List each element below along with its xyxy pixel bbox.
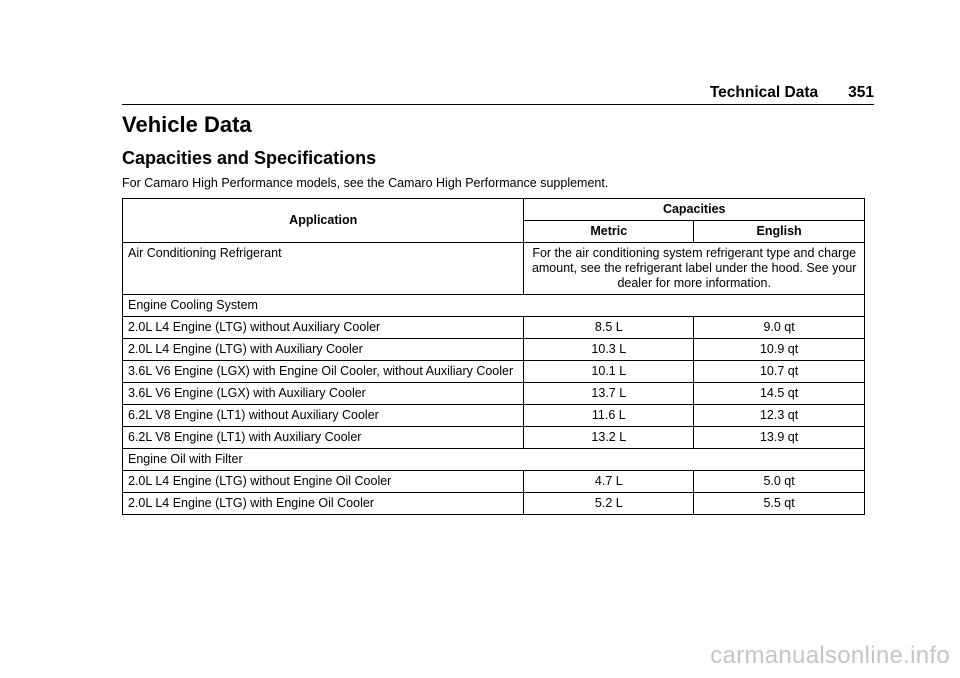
cell-english: 13.9 qt (694, 427, 865, 449)
table-row (123, 339, 865, 361)
refrigerant-note: For the air conditioning system refrigerant type and charge amount, see the refrigerant label under the hood. See your dealer for more information. (524, 243, 865, 295)
refrigerant-label: Air Conditioning Refrigerant (123, 243, 524, 295)
cell-application: 2.0L L4 Engine (LTG) without Engine Oil Cooler (123, 471, 524, 493)
cell-metric: 10.1 L (524, 361, 694, 383)
header-capacities: Capacities (524, 199, 865, 221)
table-row (123, 493, 865, 515)
cell-english: 5.0 qt (694, 471, 865, 493)
cell-english: 14.5 qt (694, 383, 865, 405)
cell-application: 6.2L V8 Engine (LT1) without Auxiliary Cooler (123, 405, 524, 427)
table-row-refrigerant (123, 243, 865, 295)
header-metric: Metric (524, 221, 694, 243)
table-row (123, 361, 865, 383)
cell-english: 10.7 qt (694, 361, 865, 383)
cell-metric: 5.2 L (524, 493, 694, 515)
section-title: Technical Data (709, 84, 819, 101)
page-title: Vehicle Data (122, 112, 252, 137)
capacities-table (122, 198, 865, 515)
cell-english: 12.3 qt (694, 405, 865, 427)
cell-english: 9.0 qt (694, 317, 865, 339)
page-number: 351 (848, 84, 874, 101)
cell-metric: 8.5 L (524, 317, 694, 339)
cell-metric: 11.6 L (524, 405, 694, 427)
cell-application: 2.0L L4 Engine (LTG) without Auxiliary Cooler (123, 317, 524, 339)
cell-application: 2.0L L4 Engine (LTG) with Auxiliary Cooler (123, 339, 524, 361)
table-row (123, 383, 865, 405)
cell-english: 5.5 qt (694, 493, 865, 515)
table-group-oil (123, 449, 865, 471)
cell-metric: 13.7 L (524, 383, 694, 405)
table-row (123, 317, 865, 339)
table-row (123, 471, 865, 493)
cell-application: 6.2L V8 Engine (LT1) with Auxiliary Cooler (123, 427, 524, 449)
header-english: English (694, 221, 865, 243)
table-group-cooling (123, 295, 865, 317)
cell-metric: 4.7 L (524, 471, 694, 493)
watermark-text: carmanualsonline.info (710, 642, 950, 669)
cell-application: 3.6L V6 Engine (LGX) with Engine Oil Cooler, without Auxiliary Cooler (123, 361, 524, 383)
intro-text: For Camaro High Performance models, see the Camaro High Performance supplement. (122, 176, 609, 190)
cell-metric: 13.2 L (524, 427, 694, 449)
cell-application: 2.0L L4 Engine (LTG) with Engine Oil Cooler (123, 493, 524, 515)
table-header-row (123, 199, 865, 221)
cell-english: 10.9 qt (694, 339, 865, 361)
section-subtitle: Capacities and Specifications (122, 148, 377, 168)
group-label-cooling: Engine Cooling System (123, 295, 865, 317)
table-row (123, 405, 865, 427)
group-label-oil: Engine Oil with Filter (123, 449, 865, 471)
table-row (123, 427, 865, 449)
cell-application: 3.6L V6 Engine (LGX) with Auxiliary Cooler (123, 383, 524, 405)
page-header (122, 84, 874, 105)
cell-metric: 10.3 L (524, 339, 694, 361)
header-application: Application (123, 199, 524, 243)
